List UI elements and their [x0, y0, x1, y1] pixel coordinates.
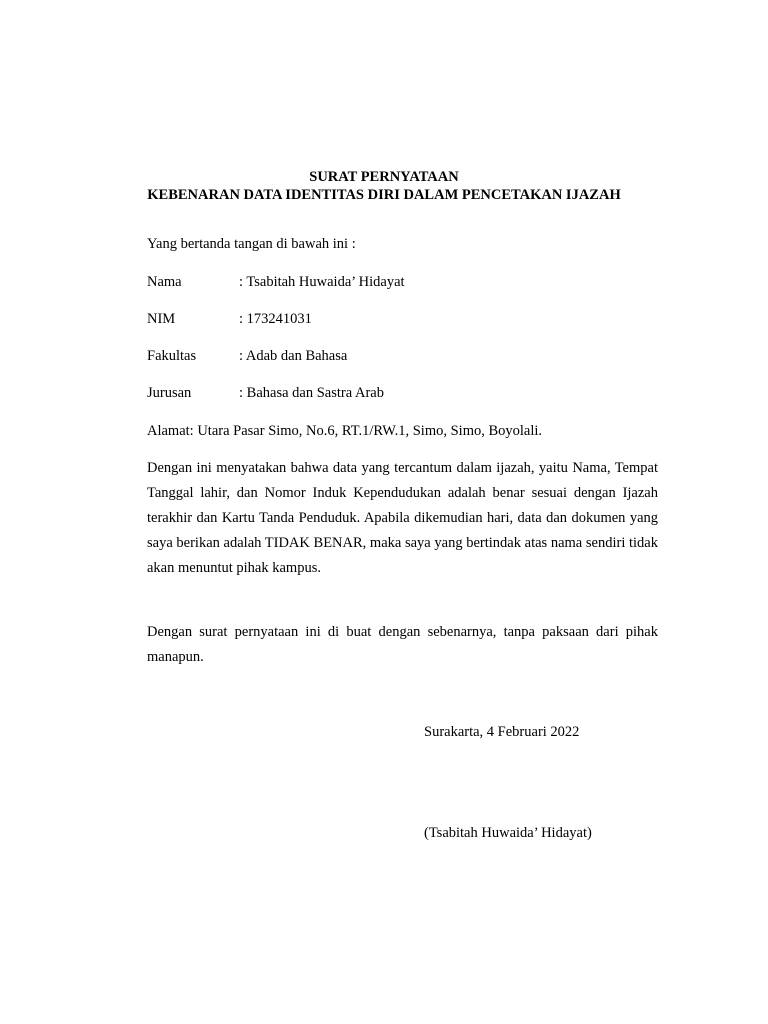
field-fakultas-label: Fakultas	[147, 348, 197, 364]
intro-text: Yang bertanda tangan di bawah ini :	[147, 236, 356, 252]
field-nama-value: : Tsabitah Huwaida’ Hidayat	[239, 274, 405, 290]
signatory-name: (Tsabitah Huwaida’ Hidayat)	[424, 825, 592, 841]
field-nim	[147, 311, 312, 328]
document-subtitle: KEBENARAN DATA IDENTITAS DIRI DALAM PENCETAKAN IJAZAH	[147, 187, 621, 203]
field-nim-label: NIM	[147, 311, 176, 327]
closing-paragraph: Dengan surat pernyataan ini di buat dengan sebenarnya, tanpa paksaan dari pihak manapun.	[147, 624, 658, 665]
field-jurusan-label: Jurusan	[147, 385, 192, 401]
field-nama-label: Nama	[147, 274, 182, 290]
document-title: SURAT PERNYATAAN	[309, 169, 459, 185]
field-fakultas-value: : Adab dan Bahasa	[239, 348, 348, 364]
statement-paragraph: Dengan ini menyatakan bahwa data yang tercantum dalam ijazah, yaitu Nama, Tempat Tanggal lahir, dan Nomor Induk Kependudukan adalah benar sesuai dengan Ijazah terakhir dan Kartu Tanda Penduduk. Apabila dikemudian hari, data dan dokumen yang saya berikan adalah TIDAK BENAR, maka saya yang bertindak atas nama sendiri tidak akan menuntut pihak kampus.	[147, 460, 658, 576]
title-block	[120, 168, 648, 204]
field-fakultas	[147, 348, 347, 365]
place-date: Surakarta, 4 Februari 2022	[424, 724, 580, 740]
field-nim-value: : 173241031	[239, 311, 312, 327]
field-jurusan-value: : Bahasa dan Sastra Arab	[239, 385, 384, 401]
field-jurusan	[147, 385, 384, 402]
field-nama	[147, 274, 405, 291]
alamat-text: Alamat: Utara Pasar Simo, No.6, RT.1/RW.1, Simo, Simo, Boyolali.	[147, 423, 543, 439]
